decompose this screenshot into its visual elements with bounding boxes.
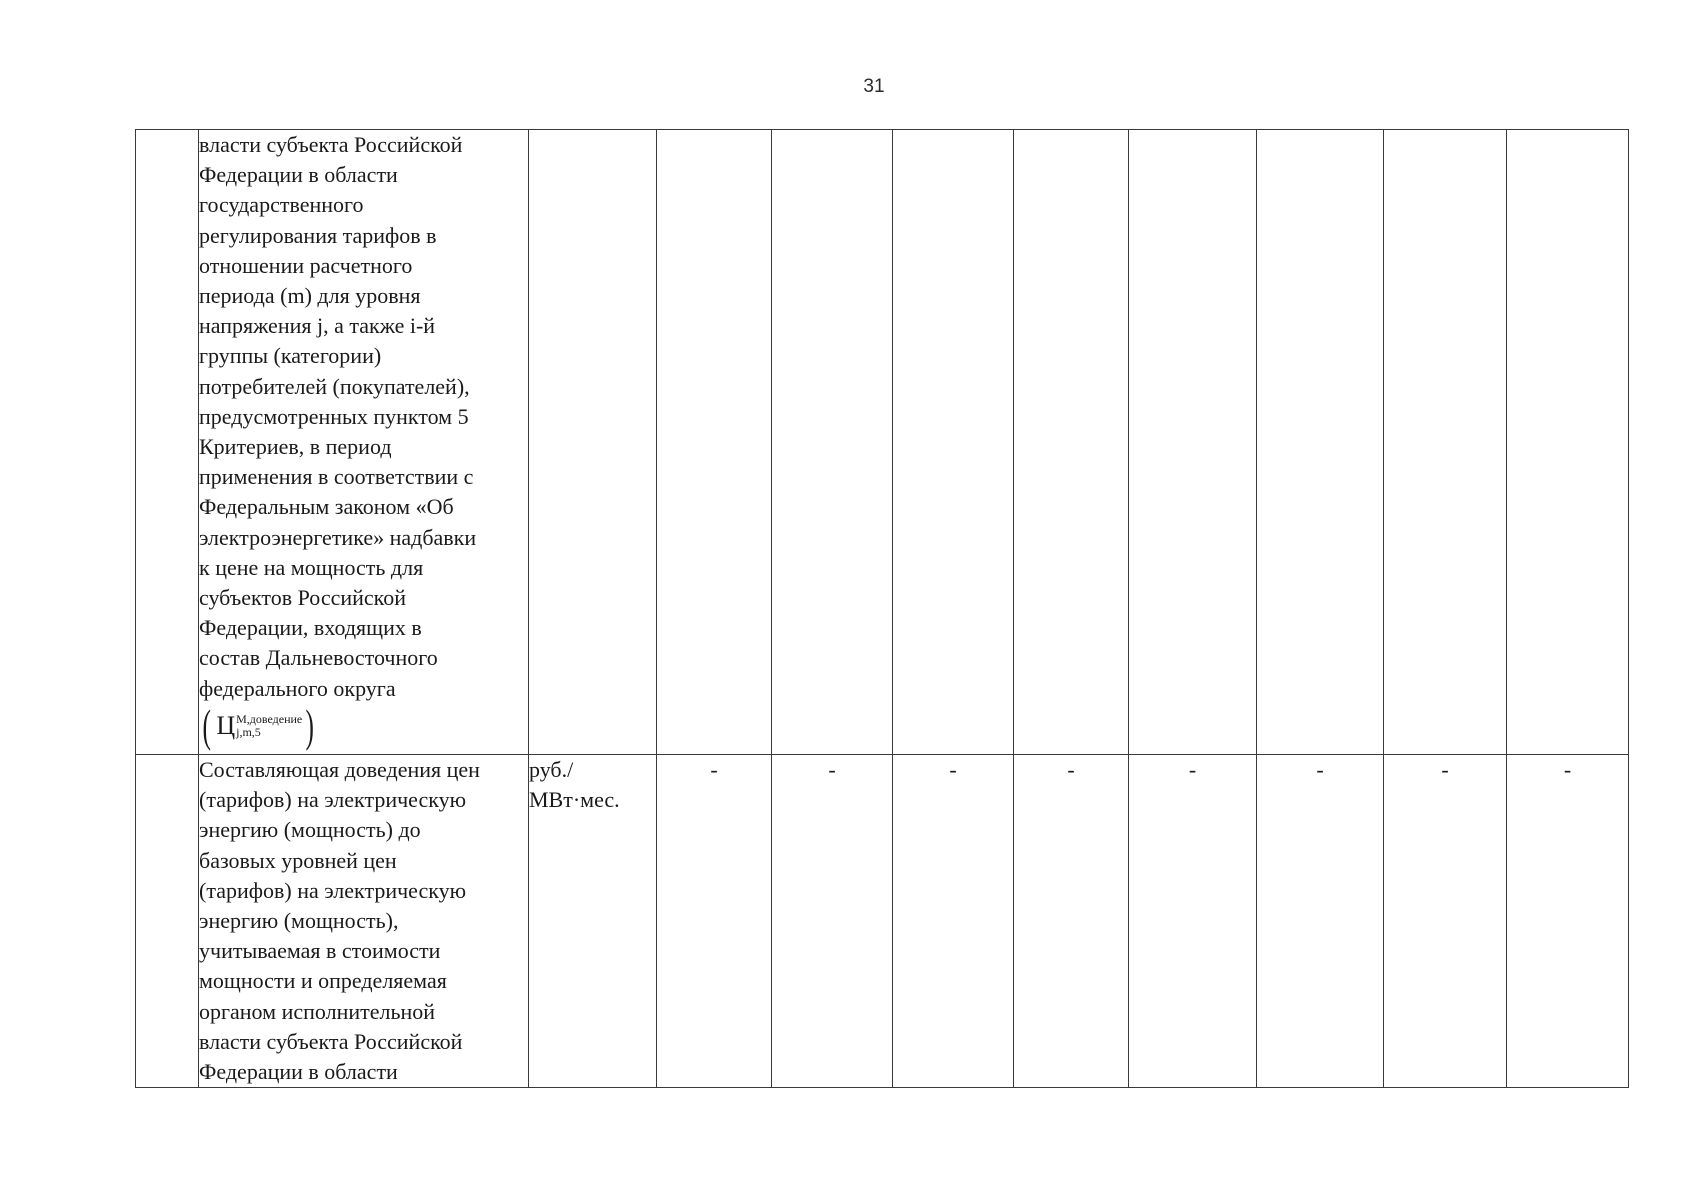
value-cell: - bbox=[1257, 755, 1384, 1088]
index-cell bbox=[136, 130, 199, 755]
unit-cell bbox=[529, 130, 657, 755]
value-cell bbox=[893, 130, 1014, 755]
page-number: 31 bbox=[863, 76, 885, 97]
value-cell bbox=[1129, 130, 1257, 755]
value-cell: - bbox=[1014, 755, 1129, 1088]
description-cell bbox=[199, 755, 529, 1088]
formula-scripts bbox=[236, 713, 302, 739]
description-cell bbox=[199, 130, 529, 755]
formula bbox=[199, 699, 318, 751]
table-row bbox=[136, 755, 1629, 1088]
table-row bbox=[136, 130, 1629, 755]
formula-superscript: М,доведение bbox=[236, 711, 303, 726]
formula-symbol: Ц bbox=[216, 710, 236, 740]
value-cell bbox=[1257, 130, 1384, 755]
description-text: власти субъекта Российской Федерации в области государственного регулирования тарифов в отношении расчетного периода (m) для уровня напряжения j, а также i-й группы (категории) потребителей (покупателей), предусмотренных пунктом 5 Критериев, в период применения в соответствии с Федеральным законом «Об электроэнергетике» надбавки к цене на мощность для субъектов Российской Федерации, входящих в состав Дальневосточного федерального округа bbox=[199, 132, 477, 701]
value-cell bbox=[657, 130, 772, 755]
value-cell: - bbox=[1384, 755, 1507, 1088]
formula-close-paren: ) bbox=[305, 699, 315, 751]
value-cell: - bbox=[1129, 755, 1257, 1088]
data-table bbox=[135, 129, 1629, 1088]
value-cell bbox=[1384, 130, 1507, 755]
formula-subscript: j,m,5 bbox=[236, 724, 261, 739]
value-cell bbox=[1507, 130, 1629, 755]
index-cell bbox=[136, 755, 199, 1088]
value-cell bbox=[772, 130, 893, 755]
value-cell: - bbox=[772, 755, 893, 1088]
value-cell: - bbox=[657, 755, 772, 1088]
value-cell bbox=[1014, 130, 1129, 755]
unit-cell: руб./ МВт·мес. bbox=[529, 755, 657, 1088]
value-cell: - bbox=[1507, 755, 1629, 1088]
description-text: Составляющая доведения цен (тарифов) на электрическую энергию (мощность) до базовых уровней цен (тарифов) на электрическую энергию (мощность), учитываемая в стоимости мощности и определяемая органом исполнительной власти субъекта Российской Федерации в области bbox=[199, 757, 480, 1085]
value-cell: - bbox=[893, 755, 1014, 1088]
formula-open-paren: ( bbox=[202, 699, 211, 751]
